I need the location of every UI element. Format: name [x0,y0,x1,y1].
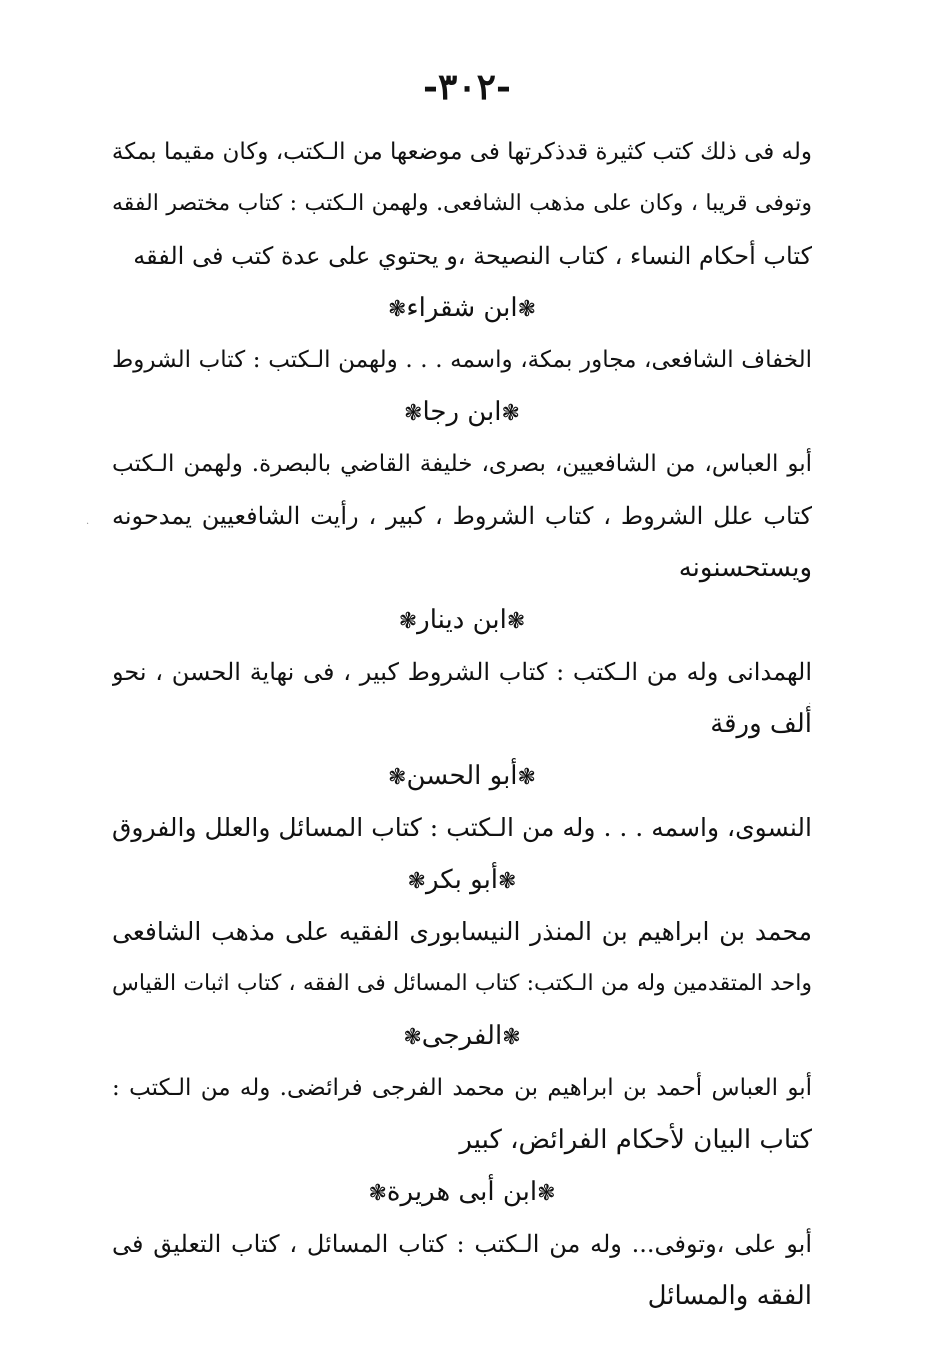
text-line: الفقه والمسائل [647,1281,812,1311]
ornament-left-icon: ❃ [388,765,407,790]
text-line: أبو العباس، من الشافعيين، بصرى، خليفة القاضي بالبصرة. ولهمن الـكتب [112,451,812,477]
text-line: كتاب أحكام النساء ، كتاب النصيحة ،و يحتوي على عدة كتب فى الفقه [133,242,812,270]
text-line: ويستحسنونه [678,553,812,583]
entry-heading-text: ابن رجا [422,397,502,427]
ornament-right-icon: ❃ [502,1025,521,1050]
ornament-right-icon: ❃ [517,297,537,322]
entry-heading [112,854,812,906]
text-line: ألف ورقة [710,709,812,739]
text-line: وتوفى قريبا ، وكان على مذهب الشافعى. ولهمن الـكتب : كتاب مختصر الفقه [112,191,812,216]
text-line: كتاب علل الشروط ، كتاب الشروط ، كبير ، رأيت الشافعيين يمدحونه [112,502,812,530]
text-line: واحد المتقدمين وله من الـكتب: كتاب المسائل فى الفقه ، كتاب اثبات القياس [112,971,812,996]
ornament-left-icon: ❃ [398,609,418,634]
entry-heading-text: الفرجى [421,1021,503,1051]
scan-speck: · [808,699,812,710]
text-line: النسوى، واسمه . . . وله من الـكتب : كتاب المسائل والعلل والفروق [112,813,812,842]
entry-heading-text: ابن شقراء [406,293,518,323]
text-line: الخفاف الشافعى، مجاور بمكة، واسمه . . . ولهمن الـكتب : كتاب الشروط [112,347,812,373]
ornament-left-icon: ❃ [387,297,407,322]
text-line: محمد بن ابراهيم بن المنذر النيسابورى الفقيه على مذهب الشافعى [112,917,812,946]
page-number: -٣٠٢- [423,66,511,108]
ornament-right-icon: ❃ [498,869,517,894]
ornament-right-icon: ❃ [517,765,536,790]
entry-heading [112,1010,812,1062]
ornament-right-icon: ❃ [501,401,520,426]
text-line: الهمدانى وله من الـكتب : كتاب الشروط كبير ، فى نهاية الحسن ، نحو [112,658,812,686]
ornament-right-icon: ❃ [506,609,526,634]
entry-heading-text: أبو بكر [425,865,499,895]
scan-speck: · [86,519,90,530]
entry-heading [112,750,812,802]
ornament-left-icon: ❃ [404,401,423,426]
ornament-left-icon: ❃ [368,1181,387,1206]
text-line: أبو على ،وتوفى... وله من الـكتب : كتاب المسائل ، كتاب التعليق فى [112,1230,812,1258]
ornament-right-icon: ❃ [537,1181,556,1206]
entry-heading-text: أبو الحسن [406,761,518,791]
ornament-left-icon: ❃ [403,1025,422,1050]
page-body [112,126,812,1322]
text-line: أبو العباس أحمد بن ابراهيم بن محمد الفرجى فرائضى. وله من الـكتب : [112,1075,812,1101]
entry-heading-text: ابن أبى هريرة [386,1177,538,1207]
text-line: وله فى ذلك كتب كثيرة قدذكرتها فى موضعها من الـكتب، وكان مقيما بمكة [112,139,812,165]
text-line: كتاب البيان لأحكام الفرائض، كبير [459,1125,812,1155]
entry-heading [112,386,812,438]
entry-heading-text: ابن دينار [417,605,507,635]
entry-heading [112,594,812,646]
entry-heading [112,1166,812,1218]
entry-heading [112,282,812,334]
ornament-left-icon: ❃ [407,869,426,894]
